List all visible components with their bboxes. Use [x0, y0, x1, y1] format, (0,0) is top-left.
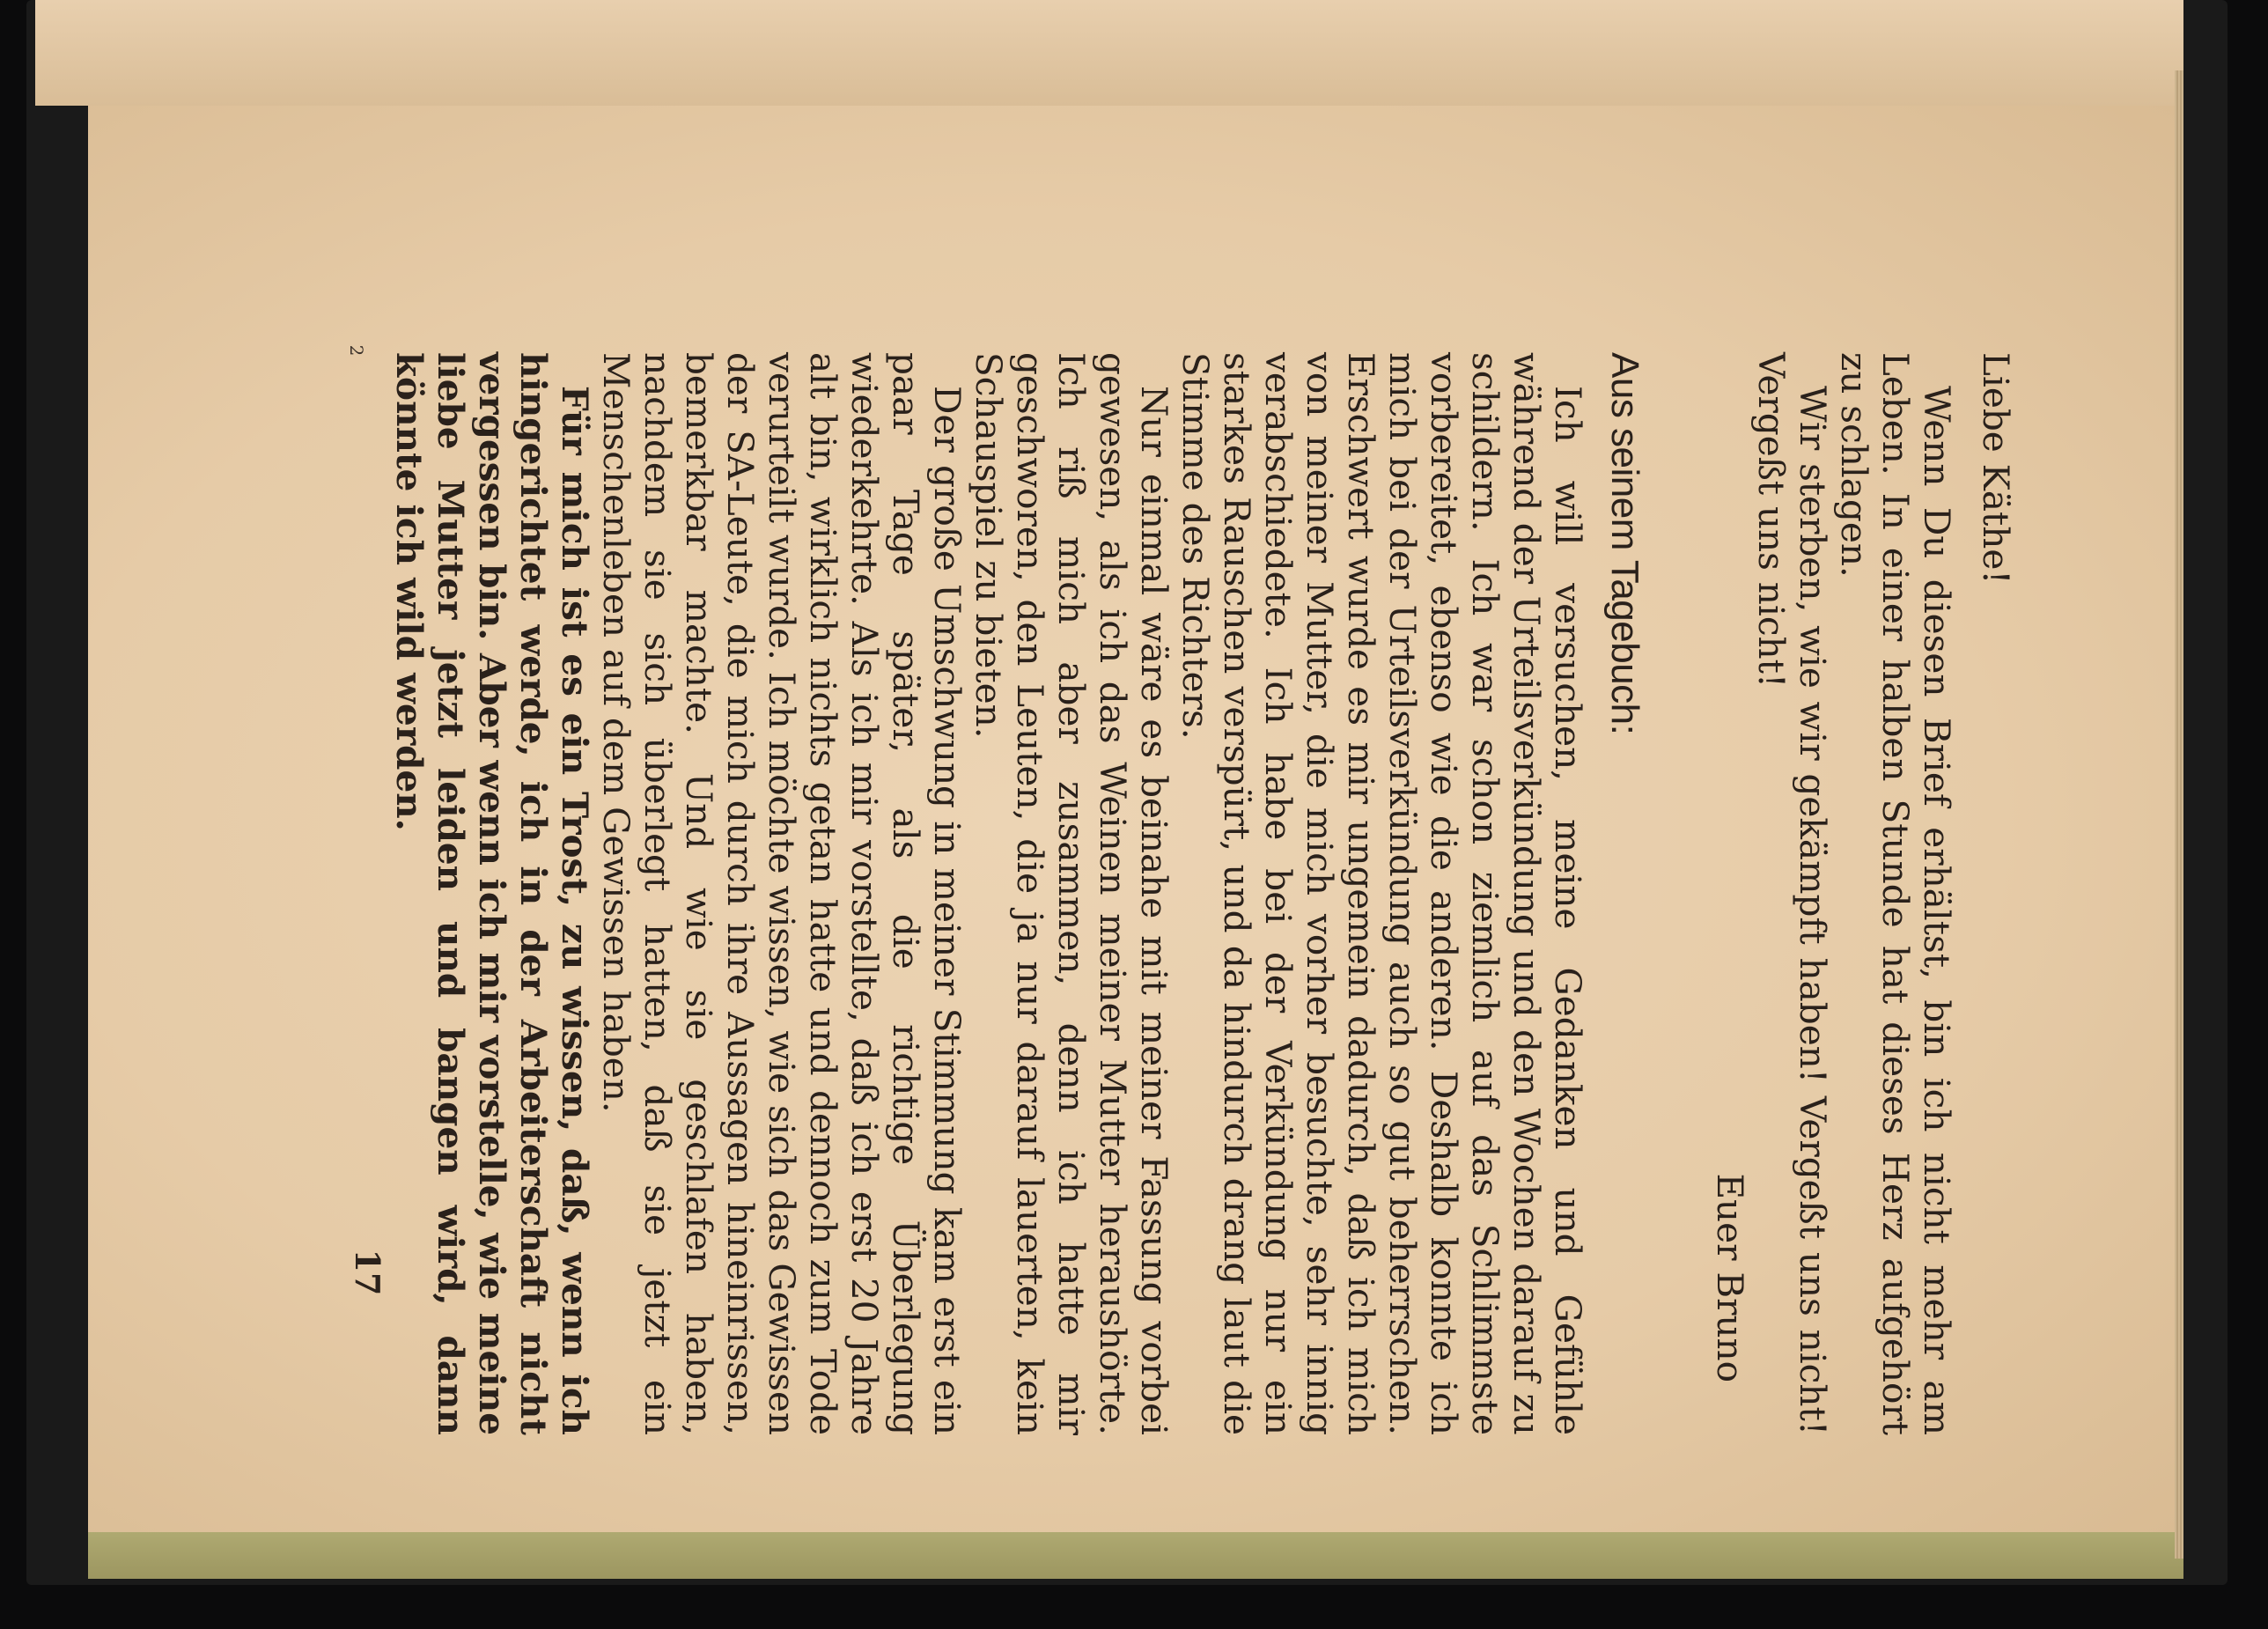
page-number: 17: [348, 1249, 387, 1296]
signature-mark: 2: [346, 344, 367, 357]
page-text-block: [388, 352, 2017, 1435]
letter-paragraph: Wir sterben, wie wir gekämpft haben! Vergeßt uns nicht! Vergeßt uns nicht!: [1750, 352, 1834, 1435]
diary-paragraph: Nur einmal wäre es beinahe mit meiner Fassung vorbei gewesen, als ich das Weinen meiner Mutter heraushörte. Ich riß mich aber zusammen, denn ich hatte mir geschworen, den Leuten, die ja nur darauf lauerten, kein Schauspiel zu bieten.: [968, 352, 1175, 1435]
book-page: [88, 106, 2175, 1532]
facing-page-edge: [35, 0, 2183, 106]
diary-paragraph: Ich will versuchen, meine Gedanken und Gefühle während der Urteilsverkündung und den Wochen darauf zu schildern. Ich war schon ziemlich auf das Schlimmste vorbereitet, ebenso wie die anderen. Deshalb konnte ich mich bei der Urteilsverkündung auch so gut beherrschen. Erschwert wurde es mir ungemein dadurch, daß ich mich von meiner Mutter, die mich vorher besuchte, sehr innig verabschiedete. Ich habe bei der Verkündung nur ein starkes Rauschen verspürt, und da hindurch drang laut die Stimme des Richters.: [1174, 352, 1589, 1435]
text-frame: [388, 352, 2017, 1435]
diary-paragraph: Der große Umschwung in meiner Stimmung kam erst ein paar Tage später, als die richtige Überlegung wiederkehrte. Als ich mir vorstellte, daß ich erst 20 Jahre alt bin, wirklich nichts getan hatte und dennoch zum Tode verurteilt wurde. Ich möchte wissen, wie sich das Gewissen der SA-Leute, die mich durch ihre Aussagen hineinrissen, bemerkbar machte. Und wie sie geschlafen haben, nachdem sie sich überlegt hatten, daß sie jetzt ein Menschenleben auf dem Gewissen haben.: [595, 352, 968, 1435]
letter-paragraph: Wenn Du diesen Brief erhältst, bin ich nicht mehr am Leben. In einer halben Stunde hat dieses Herz aufgehört zu schlagen.: [1833, 352, 1958, 1435]
letter-signoff: Euer Bruno: [1709, 1173, 1751, 1382]
letter-salutation: Liebe Käthe!: [1975, 352, 2017, 585]
diary-paragraph: Für mich ist es ein Trost, zu wissen, daß, wenn ich hingerichtet werde, ich in der Arbeiterschaft nicht vergessen bin. Aber wenn ich mir vorstelle, wie meine liebe Mutter jetzt leiden und bangen wird, dann könnte ich wild werden.: [388, 352, 596, 1435]
page-stack-edge: [2175, 70, 2183, 1559]
diary-heading: Aus seinem Tagebuch:: [1603, 352, 1646, 735]
